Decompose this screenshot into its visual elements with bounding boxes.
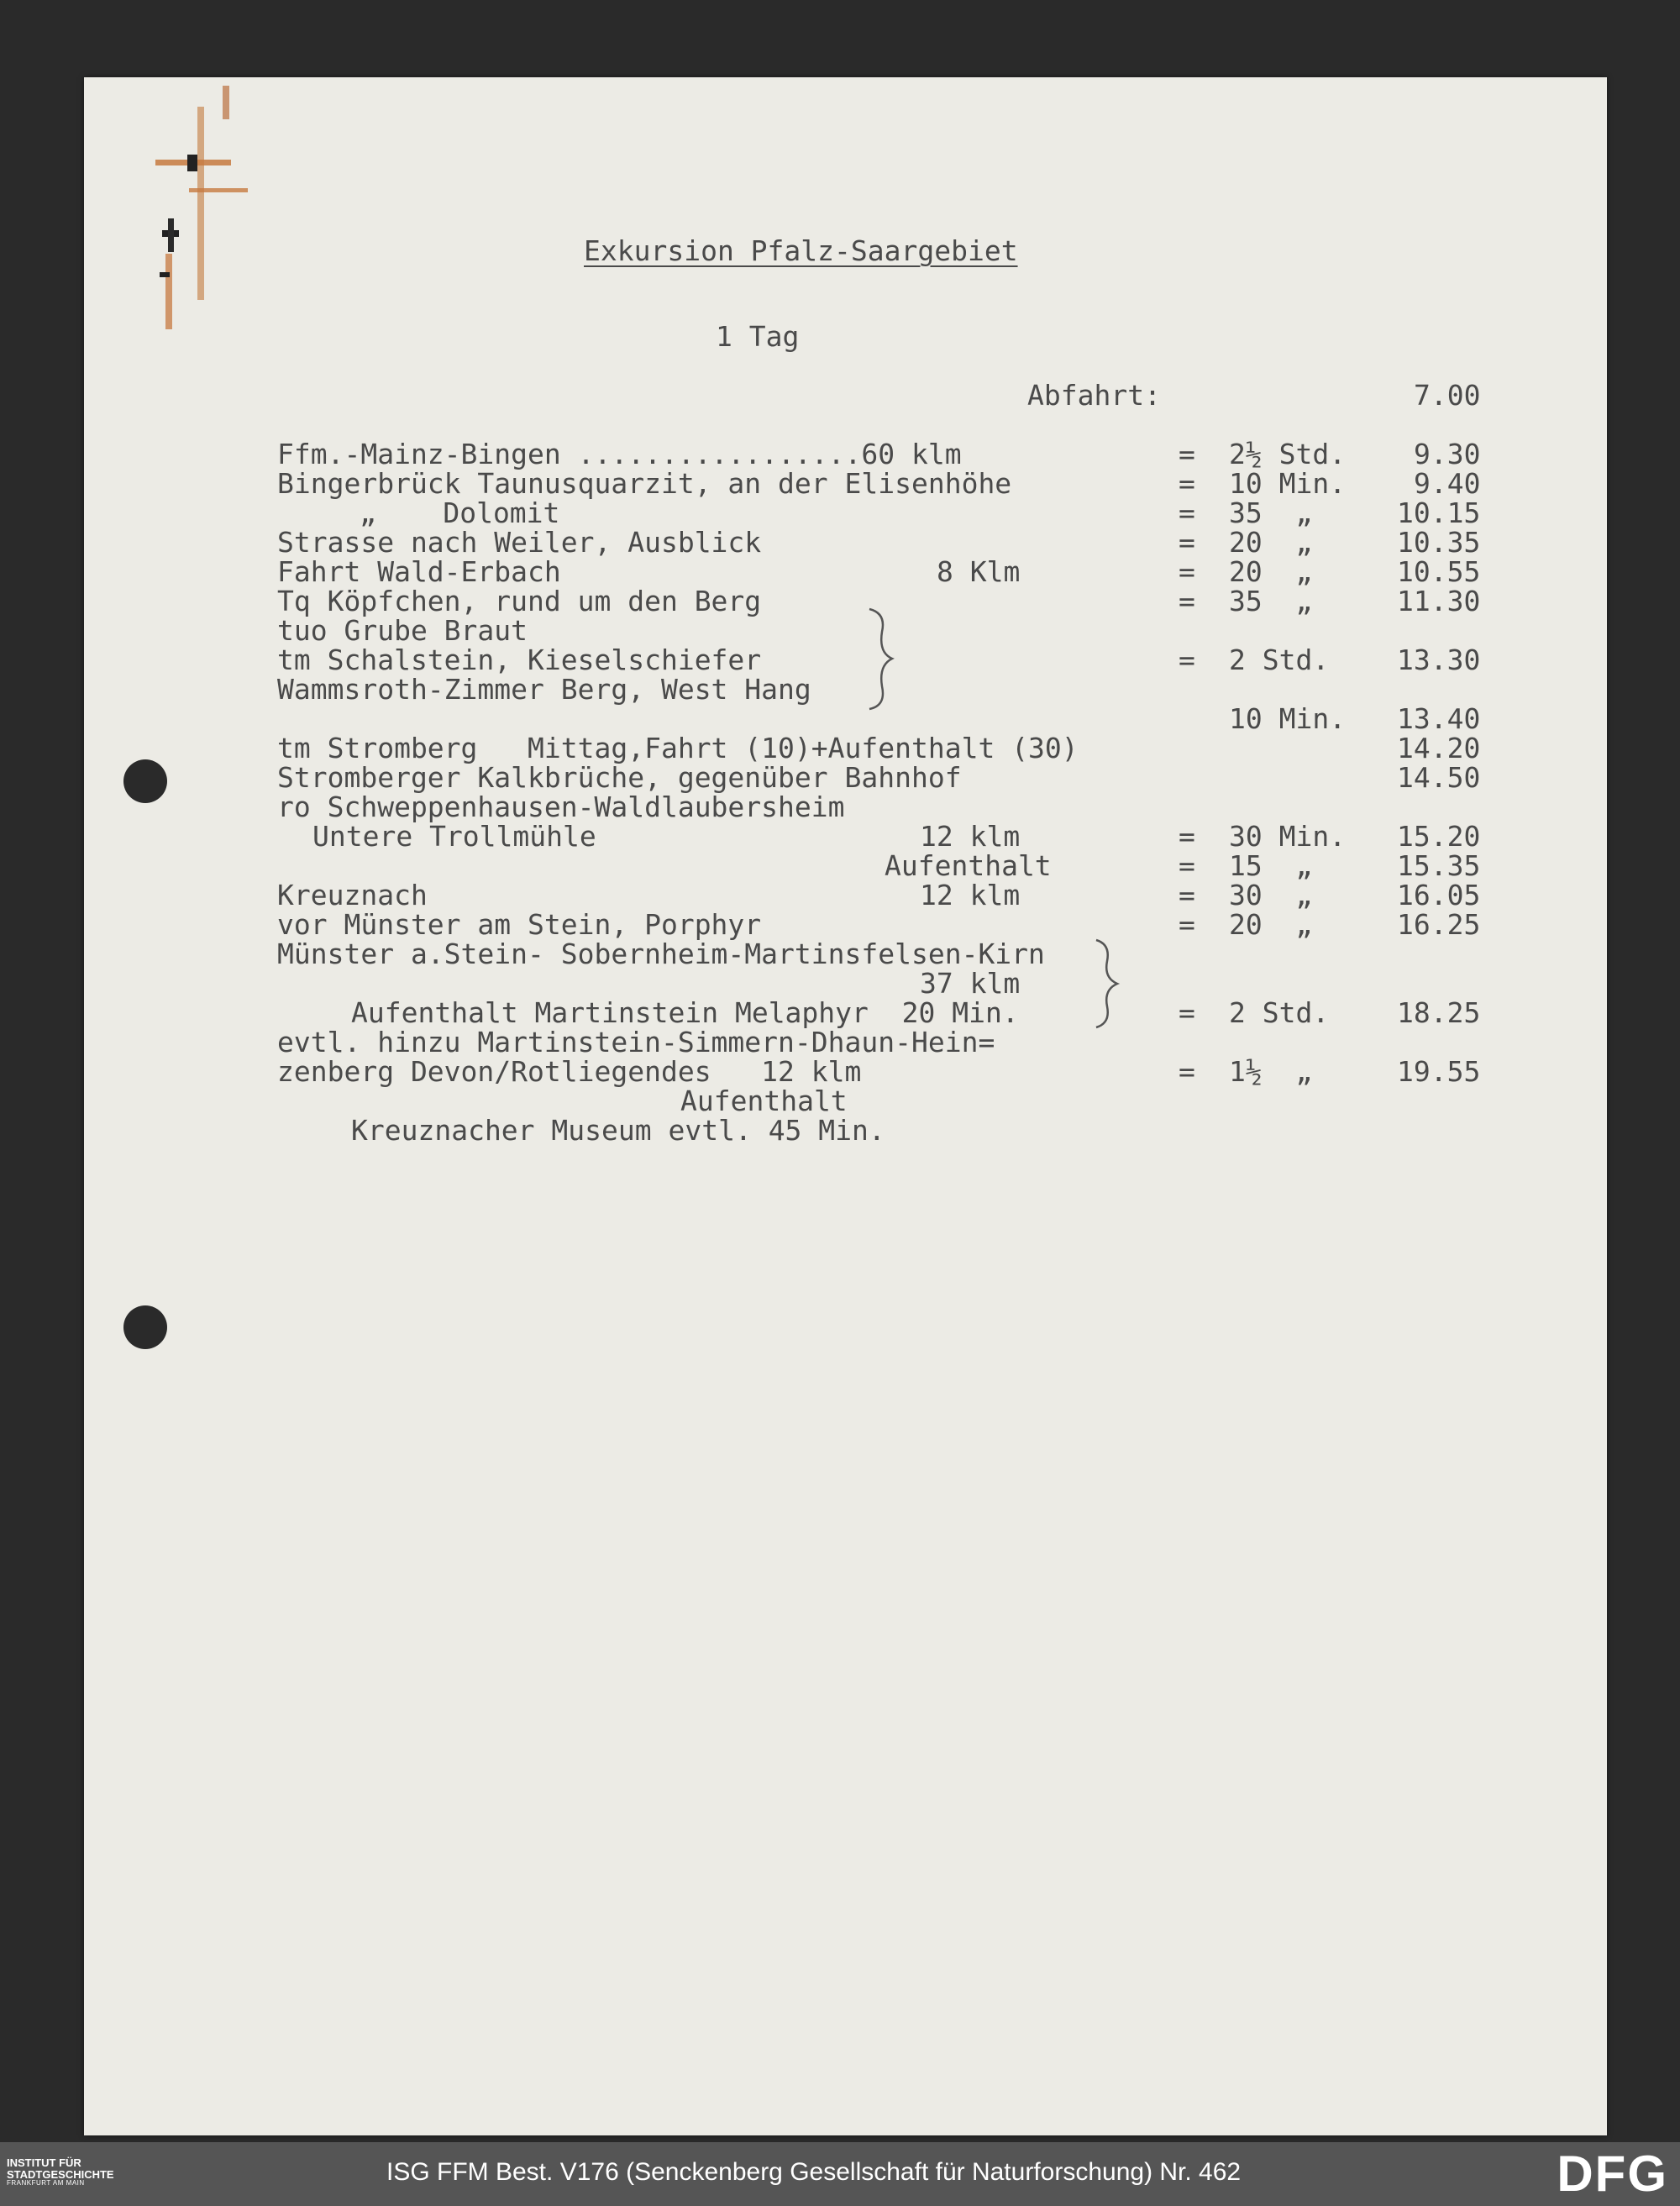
itinerary-line: Strasse nach Weiler, Ausblick [277,526,762,559]
archive-footer [0,2142,1680,2206]
duration: 20 „ [1229,526,1313,559]
document-subtitle: 1 Tag [716,320,800,353]
duration: 2 Std. [1229,643,1330,676]
itinerary-line: tuo Grube Braut [277,614,528,647]
itinerary-line: Ffm.-Mainz-Bingen .................60 klm [277,438,962,470]
duration: 2 Std. [1229,996,1330,1029]
equals-sign: = [1179,1055,1195,1088]
itinerary-line: Münster a.Stein- Sobernheim-Martinsfelsen-Kirn [277,938,1045,970]
duration: 2½ Std. [1229,438,1347,470]
time-value: 14.20 [1397,732,1481,764]
brace-mark [1092,938,1126,1030]
time-value: 15.35 [1397,849,1481,882]
time-value: 19.55 [1397,1055,1481,1088]
itinerary-line: Aufenthalt [885,849,1052,882]
duration: 35 „ [1229,585,1313,617]
equals-sign: = [1179,496,1195,529]
time-value: 14.50 [1397,761,1481,794]
itinerary-line: Kreuznacher Museum evtl. 45 Min. [351,1114,885,1147]
time-value: 13.40 [1397,702,1481,735]
staple-marks [122,60,248,329]
equals-sign: = [1179,438,1195,470]
itinerary-line: 37 klm [920,967,1021,1000]
itinerary-line: Tq Köpfchen, rund um den Berg [277,585,762,617]
departure-time: 7.00 [1414,379,1481,412]
logo-line: INSTITUT FÜR [7,2156,81,2169]
duration: 30 Min. [1229,820,1347,853]
time-value: 15.20 [1397,820,1481,853]
duration: 1½ „ [1229,1055,1313,1088]
itinerary-line: ro Schweppenhausen-Waldlaubersheim [277,790,845,823]
equals-sign: = [1179,555,1195,588]
time-value: 10.55 [1397,555,1481,588]
duration: 30 „ [1229,879,1313,911]
logo-line: FRANKFURT AM MAIN [7,2179,85,2188]
itinerary-line: zenberg Devon/Rotliegendes 12 klm [277,1055,862,1088]
equals-sign: = [1179,585,1195,617]
equals-sign: = [1179,820,1195,853]
document-title: Exkursion Pfalz-Saargebiet [584,234,1018,267]
time-value: 9.40 [1414,467,1481,500]
equals-sign: = [1179,849,1195,882]
dfg-logo: DFG [1557,2146,1668,2202]
institute-logo [7,2157,114,2188]
itinerary-line: Aufenthalt Martinstein Melaphyr 20 Min. [351,996,1019,1029]
itinerary-line: „ Dolomit [360,496,560,529]
duration: 10 Min. [1229,702,1347,735]
itinerary-line: Stromberger Kalkbrüche, gegenüber Bahnhof [277,761,962,794]
itinerary-line: Aufenthalt [680,1085,848,1117]
itinerary-line: Fahrt Wald-Erbach [277,555,561,588]
equals-sign: = [1179,996,1195,1029]
departure-label: Abfahrt: [1027,379,1161,412]
equals-sign: = [1179,526,1195,559]
time-value: 16.05 [1397,879,1481,911]
brace-mark [865,607,899,712]
time-value: 11.30 [1397,585,1481,617]
equals-sign: = [1179,643,1195,676]
itinerary-line: Bingerbrück Taunusquarzit, an der Elisenhöhe [277,467,1012,500]
itinerary-line: 12 klm [920,820,1021,853]
itinerary-line: Wammsroth-Zimmer Berg, West Hang [277,673,811,706]
logo-line: STADTGESCHICHTE [7,2167,114,2181]
equals-sign: = [1179,879,1195,911]
itinerary-line: Kreuznach [277,879,428,911]
equals-sign: = [1179,467,1195,500]
time-value: 16.25 [1397,908,1481,941]
time-value: 9.30 [1414,438,1481,470]
document-page [84,77,1607,2135]
duration: 10 Min. [1229,467,1347,500]
punch-hole [123,1305,167,1349]
punch-hole [123,759,167,803]
duration: 20 „ [1229,555,1313,588]
archive-caption: ISG FFM Best. V176 (Senckenberg Gesellschaft für Naturforschung) Nr. 462 [386,2158,1242,2186]
time-value: 10.15 [1397,496,1481,529]
time-value: 10.35 [1397,526,1481,559]
duration: 35 „ [1229,496,1313,529]
itinerary-line: tm Stromberg Mittag,Fahrt (10)+Aufenthalt (30) [277,732,1079,764]
duration: 15 „ [1229,849,1313,882]
itinerary-line: tm Schalstein, Kieselschiefer [277,643,762,676]
itinerary-line: vor Münster am Stein, Porphyr [277,908,762,941]
itinerary-line: Untere Trollmühle [312,820,596,853]
time-value: 13.30 [1397,643,1481,676]
itinerary-line: 8 Klm [937,555,1021,588]
equals-sign: = [1179,908,1195,941]
duration: 20 „ [1229,908,1313,941]
time-value: 18.25 [1397,996,1481,1029]
itinerary-line: evtl. hinzu Martinstein-Simmern-Dhaun-Hein= [277,1026,995,1058]
itinerary-line: 12 klm [920,879,1021,911]
